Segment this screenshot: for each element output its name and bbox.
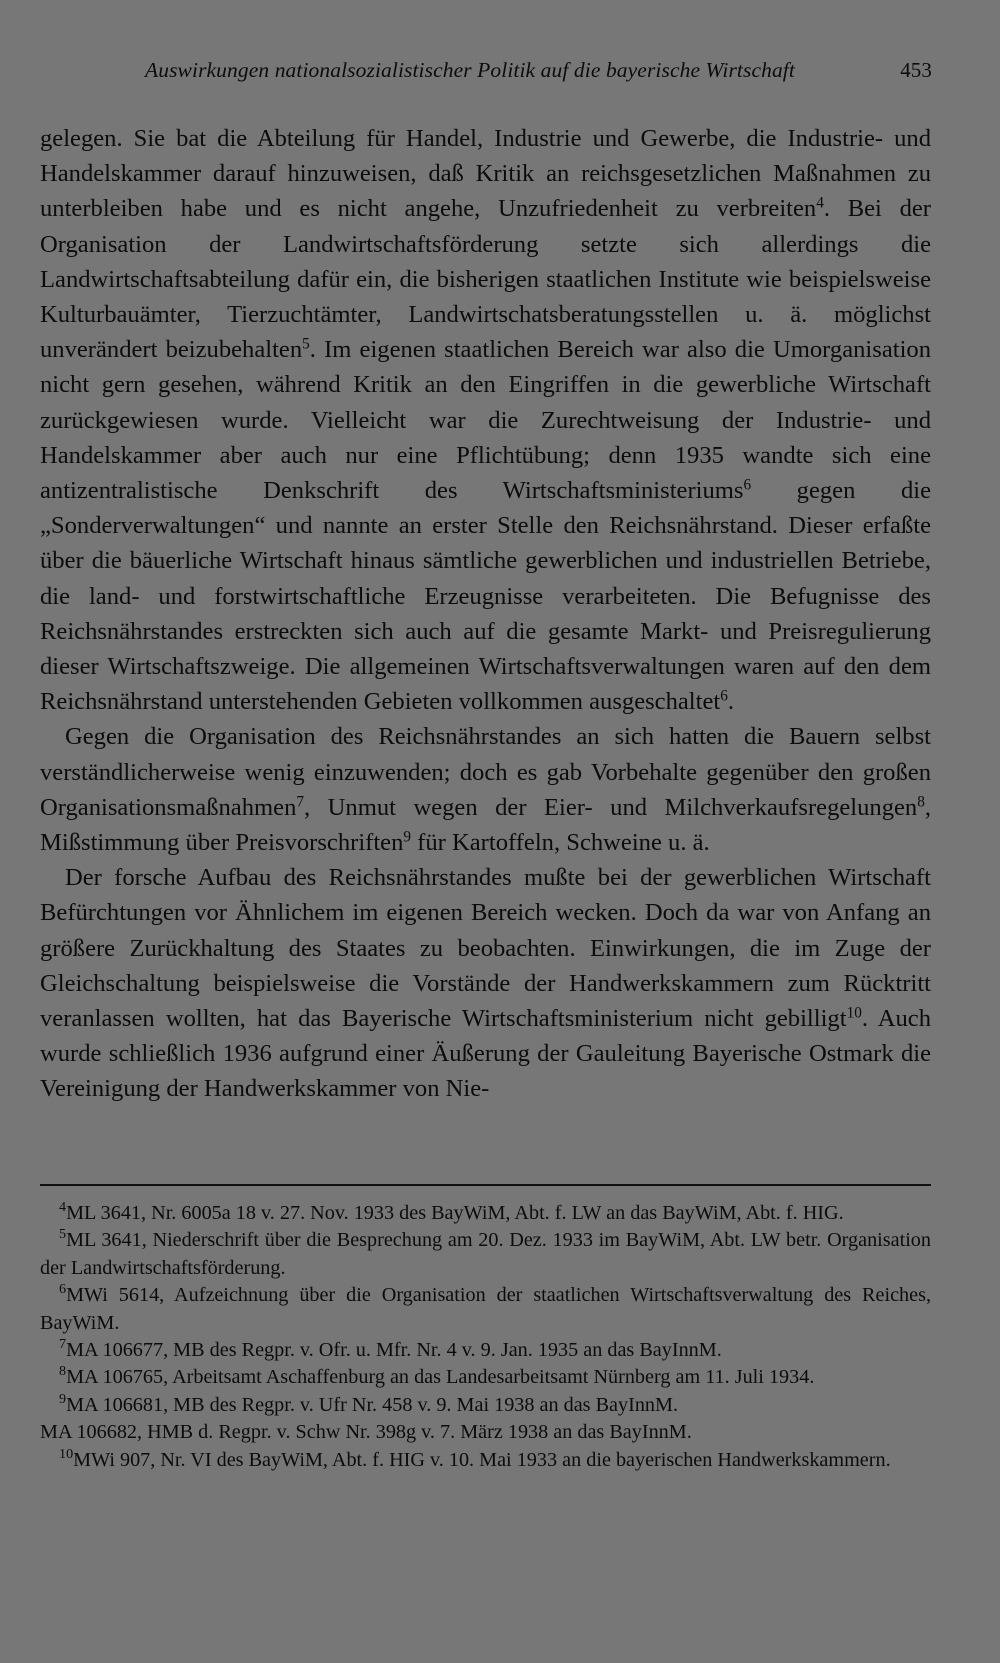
page-number: 453 bbox=[900, 58, 932, 82]
footnote-text: MA 106677, MB des Regpr. v. Ofr. u. Mfr. Nr. 4 v. 9. Jan. 1935 an das BayInnM. bbox=[66, 1339, 722, 1362]
footnote bbox=[40, 1200, 931, 1227]
paragraph-2 bbox=[40, 719, 931, 860]
running-header bbox=[145, 58, 945, 83]
footnote-ref: 10 bbox=[846, 1004, 862, 1022]
footnote-rule bbox=[40, 1184, 931, 1186]
footnote bbox=[40, 1392, 931, 1419]
footnote-ref: 9 bbox=[403, 828, 412, 846]
text-run: Der forsche Aufbau des Reichsnährstandes mußte bei der gewerblichen Wirtschaft Befürchtungen vor Ähnlichem im eigenen Bereich wecken. Doch da war von Anfang an größere Zurückhaltung des Staates zu beobachten. Einwirkungen, die im Zuge der Gleichschaltung beispielsweise die Vorstände der Handwerkskammern zum Rücktritt veranlassen wollten, hat das Bayerische Wirtschaftsministerium nicht gebilligt bbox=[40, 864, 931, 1033]
footnote bbox=[40, 1364, 931, 1391]
text-run: . Bei der Organisation der Landwirtschaftsförderung setzte sich allerdings die Landwirtschaftsabteilung dafür ein, die bisherigen staatlichen Institute wie beispielsweise Kulturbauämter, Tierzuchtämter, Landwirtschatsberatungsstellen u. ä. möglichst unverändert beizubehalten bbox=[40, 195, 931, 364]
footnote-number: 9 bbox=[59, 1391, 67, 1408]
text-run: . bbox=[727, 688, 735, 716]
footnote bbox=[40, 1282, 931, 1337]
footnote-ref: 6 bbox=[720, 687, 728, 705]
footnotes bbox=[40, 1200, 931, 1474]
footnote-ref: 7 bbox=[296, 793, 304, 811]
footnote-text: MWi 907, Nr. VI des BayWiM, Abt. f. HIG v. 10. Mai 1933 an die bayerischen Handwerkskammern. bbox=[73, 1448, 891, 1471]
text-run: Gegen die Organisation des Reichsnährstandes an sich hatten die Bauern selbst verständlicherweise wenig einzuwenden; doch es gab Vorbehalte gegenüber den großen Organisationsmaßnahmen bbox=[40, 723, 931, 821]
footnote bbox=[40, 1337, 931, 1364]
footnote bbox=[40, 1447, 931, 1474]
footnote-text: ML 3641, Nr. 6005a 18 v. 27. Nov. 1933 des BayWiM, Abt. f. LW an das BayWiM, Abt. f. HIG. bbox=[66, 1202, 844, 1224]
text-run: . Im eigenen staatlichen Bereich war also die Umorganisation nicht gern gesehen, während Kritik an den Eingriffen in die gewerbliche Wirtschaft zurückgewiesen wurde. Vielleicht war die Zurechtweisung der Industrie- und Handelskammer aber auch nur eine Pflichtübung; denn 1935 wandte sich eine antizentralistische Denkschrift des Wirtschaftsministeriums bbox=[40, 336, 932, 505]
footnote-ref: 5 bbox=[302, 335, 310, 353]
paragraph-1 bbox=[40, 121, 931, 719]
footnote-number: 5 bbox=[59, 1226, 67, 1243]
text-run: für Kartoffeln, Schweine u. ä. bbox=[411, 829, 710, 857]
footnote-continuation bbox=[40, 1419, 931, 1446]
text-run: , Unmut wegen der Eier- und Milchverkaufsregelungen bbox=[304, 793, 918, 821]
footnote bbox=[40, 1227, 931, 1282]
footnote-text: MWi 5614, Aufzeichnung über die Organisation der staatlichen Wirtschaftsverwaltung des Reiches, BayWiM. bbox=[40, 1284, 931, 1334]
footnote-text: MA 106681, MB des Regpr. v. Ufr Nr. 458 v. 9. Mai 1938 an das BayInnM. bbox=[66, 1393, 679, 1416]
text-run: . Auch wurde schließlich 1936 aufgrund einer Äußerung der Gauleitung Bayerische Ostmark die Vereinigung der Handwerkskammer von Nie- bbox=[40, 1005, 932, 1103]
footnote-text: MA 106765, Arbeitsamt Aschaffenburg an das Landesarbeitsamt Nürnberg am 11. Juli 1934. bbox=[66, 1366, 815, 1389]
body-text bbox=[40, 121, 931, 1107]
footnote-number: 7 bbox=[59, 1336, 67, 1353]
footnote-ref: 6 bbox=[743, 476, 752, 494]
text-run: gelegen. Sie bat die Abteilung für Handel, Industrie und Gewerbe, die Industrie- und Handelskammer darauf hinzuweisen, daß Kritik an reichsgesetzlichen Maßnahmen zu unterbleiben habe und es nicht angehe, Unzufriedenheit zu verbreiten bbox=[40, 125, 931, 223]
footnote-text: ML 3641, Niederschrift über die Besprechung am 20. Dez. 1933 im BayWiM, Abt. LW betr. Organisation der Landwirtschaftsförderung. bbox=[40, 1229, 931, 1279]
footnote-text: MA 106682, HMB d. Regpr. v. Schw Nr. 398g v. 7. März 1938 an das BayInnM. bbox=[40, 1421, 692, 1444]
footnote-number: 10 bbox=[59, 1445, 74, 1462]
footnote-ref: 8 bbox=[917, 793, 925, 811]
paragraph-3 bbox=[40, 860, 931, 1106]
text-run: , Mißstimmung über Preisvorschriften bbox=[40, 793, 931, 857]
footnote-ref: 4 bbox=[816, 195, 824, 213]
footnote-number: 8 bbox=[59, 1363, 67, 1380]
footnote-number: 4 bbox=[59, 1199, 67, 1216]
footnote-number: 6 bbox=[59, 1281, 67, 1298]
running-title: Auswirkungen nationalsozialistischer Politik auf die bayerische Wirtschaft bbox=[145, 58, 795, 82]
text-run: gegen die „Sonderverwaltungen“ und nannte an erster Stelle den Reichsnährstand. Dieser erfaßte über die bäuerliche Wirtschaft hinaus sämtliche gewerblichen und industriellen Betriebe, die land- und forstwirtschaftliche Erzeugnisse verarbeiteten. Die Befugnisse des Reichsnährstandes erstreckten sich auch auf die gesamte Markt- und Preisregulierung dieser Wirtschaftszweige. Die allgemeinen Wirtschaftsverwaltungen waren auf den dem Reichsnährstand unterstehenden Gebieten vollkommen ausgeschaltet bbox=[40, 477, 931, 716]
